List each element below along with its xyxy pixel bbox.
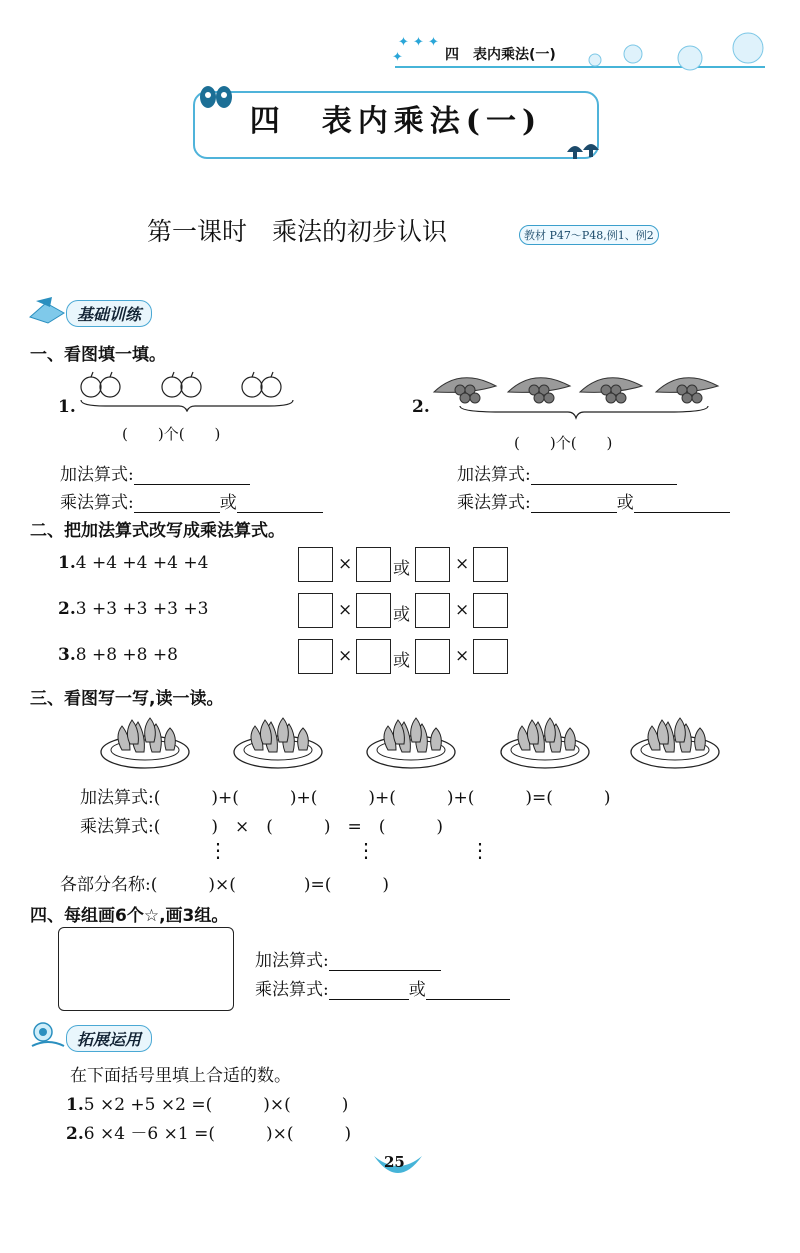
or-text: 或 xyxy=(219,493,237,513)
q3-title: 三、看图写一写,读一读。 xyxy=(30,689,224,709)
times-sign: × xyxy=(455,646,470,666)
q3-dots-2: ⋮ xyxy=(356,838,376,862)
q1-item2-num: 2. xyxy=(412,397,430,417)
mushroom-icon xyxy=(565,138,601,164)
q1-right-mul-answer-a[interactable] xyxy=(531,495,617,513)
or-text: 或 xyxy=(408,980,426,1000)
q2-item-expr: 3 +3 +3 +3 +3 xyxy=(75,599,209,619)
q2-1-box-a[interactable] xyxy=(298,547,333,582)
mul-label: 乘法算式: xyxy=(457,493,531,513)
q2-2-box-d[interactable] xyxy=(473,593,508,628)
q2-item-2 xyxy=(58,599,208,619)
q3-dots-3: ⋮ xyxy=(470,838,490,862)
times-sign: × xyxy=(338,600,353,620)
add-label: 加法算式: xyxy=(457,465,531,485)
extension-intro: 在下面括号里填上合适的数。 xyxy=(70,1066,291,1086)
textbook-ref: 教材 P47～P48,例1、例2 xyxy=(519,225,659,245)
q4-add-row xyxy=(255,946,441,971)
q1-left-add-answer[interactable] xyxy=(134,467,250,485)
q4-drawing-area[interactable] xyxy=(58,927,234,1011)
item-expr: 6 ×4 －6 ×1 =( )×( ) xyxy=(83,1124,352,1144)
q1-item1-num: 1. xyxy=(58,397,76,417)
times-sign: × xyxy=(455,554,470,574)
times-sign: × xyxy=(338,646,353,666)
q4-mul-row xyxy=(255,975,510,1000)
apples-picture xyxy=(75,370,300,412)
q3-dots-1: ⋮ xyxy=(208,838,228,862)
add-label: 加法算式: xyxy=(60,465,134,485)
q2-3-box-d[interactable] xyxy=(473,639,508,674)
q2-2-box-a[interactable] xyxy=(298,593,333,628)
q2-title: 二、把加法算式改写成乘法算式。 xyxy=(30,521,285,541)
or-text: 或 xyxy=(393,559,410,579)
q1-right-add-row xyxy=(457,460,677,485)
header-stars: ✦ ✦ ✦ ✦ xyxy=(392,35,439,65)
extension-item-1[interactable] xyxy=(66,1090,348,1115)
mul-label: 乘法算式: xyxy=(255,980,329,1000)
q3-part-names-line[interactable]: 各部分名称:( )×( )=( ) xyxy=(60,875,390,895)
q1-left-add-row xyxy=(60,460,250,485)
or-text: 或 xyxy=(393,605,410,625)
q2-item-num: 2. xyxy=(58,599,76,619)
bulb-icon xyxy=(28,1020,68,1050)
grapes-picture xyxy=(430,362,730,420)
q1-right-add-answer[interactable] xyxy=(531,467,677,485)
q2-3-box-a[interactable] xyxy=(298,639,333,674)
page-number: 25 xyxy=(384,1153,405,1171)
section-badge-extension: 拓展运用 xyxy=(66,1025,152,1052)
q1-left-mul-row xyxy=(60,488,323,513)
q1-item2-blank[interactable]: ( )个( ) xyxy=(514,434,613,452)
q1-item1-blank[interactable]: ( )个( ) xyxy=(122,425,221,443)
q2-item-num: 1. xyxy=(58,553,76,573)
q3-multiplication-line[interactable]: 乘法算式:( ) × ( ) = ( ) xyxy=(80,817,444,837)
q2-2-box-b[interactable] xyxy=(356,593,391,628)
mul-label: 乘法算式: xyxy=(60,493,134,513)
item-num: 1. xyxy=(66,1095,84,1115)
book-icon xyxy=(28,295,68,325)
q2-item-3 xyxy=(58,645,178,665)
section-badge-basic: 基础训练 xyxy=(66,300,152,327)
q1-right-mul-row xyxy=(457,488,730,513)
times-sign: × xyxy=(455,600,470,620)
extension-item-2[interactable] xyxy=(66,1119,351,1144)
q1-left-mul-answer-a[interactable] xyxy=(134,495,220,513)
chapter-tag: 四 表内乘法(一) xyxy=(445,47,556,63)
q3-addition-line[interactable]: 加法算式:( )+( )+( )+( )+( )=( ) xyxy=(80,788,611,808)
q2-item-expr: 4 +4 +4 +4 +4 xyxy=(75,553,209,573)
q2-3-box-b[interactable] xyxy=(356,639,391,674)
q4-add-answer[interactable] xyxy=(329,953,441,971)
or-text: 或 xyxy=(393,651,410,671)
q1-title: 一、看图填一填。 xyxy=(30,345,166,365)
add-label: 加法算式: xyxy=(255,951,329,971)
item-num: 2. xyxy=(66,1124,84,1144)
bubbles-decoration xyxy=(585,30,770,75)
q2-1-box-c[interactable] xyxy=(415,547,450,582)
q2-1-box-b[interactable] xyxy=(356,547,391,582)
times-sign: × xyxy=(338,554,353,574)
item-expr: 5 ×2 +5 ×2 =( )×( ) xyxy=(83,1095,349,1115)
q2-item-expr: 8 +8 +8 +8 xyxy=(75,645,178,665)
q1-right-mul-answer-b[interactable] xyxy=(634,495,730,513)
q4-mul-answer-a[interactable] xyxy=(329,982,409,1000)
q2-item-1 xyxy=(58,553,208,573)
q1-left-mul-answer-b[interactable] xyxy=(237,495,323,513)
q4-mul-answer-b[interactable] xyxy=(426,982,510,1000)
pears-on-plates-picture xyxy=(100,706,730,778)
lesson-title: 第一课时 乘法的初步认识 xyxy=(147,217,448,246)
q2-item-num: 3. xyxy=(58,645,76,665)
q2-1-box-d[interactable] xyxy=(473,547,508,582)
or-text: 或 xyxy=(616,493,634,513)
chapter-title: 四 表内乘法(一) xyxy=(249,104,543,139)
q4-title: 四、每组画6个☆,画3组。 xyxy=(30,906,229,926)
q2-3-box-c[interactable] xyxy=(415,639,450,674)
q2-2-box-c[interactable] xyxy=(415,593,450,628)
